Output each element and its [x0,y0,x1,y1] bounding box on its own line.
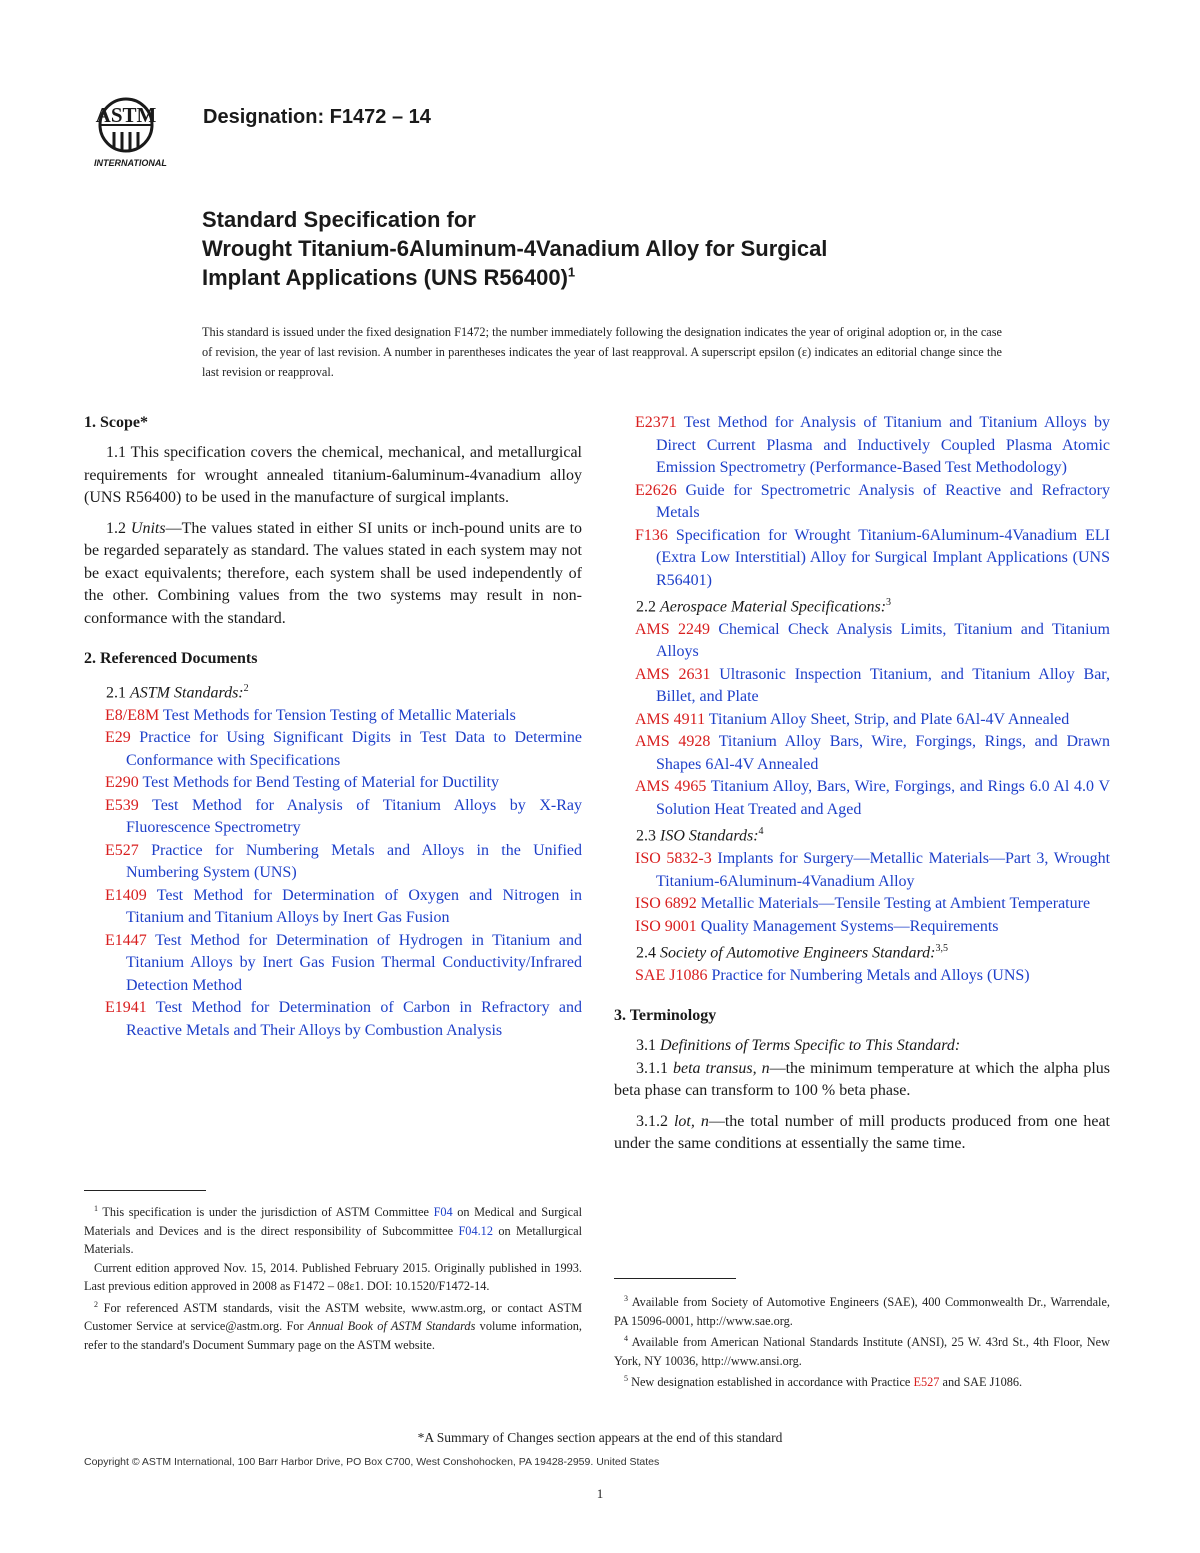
reference-title[interactable]: Ultrasonic Inspection Titanium, and Titanium Alloy Bar, Billet, and Plate [656,665,1110,706]
reference-item[interactable] [614,412,1110,480]
terminology-definitions-label: 3.1 Definitions of Terms Specific to This Standard: [636,1037,961,1055]
reference-code[interactable]: AMS 2631 [635,665,711,683]
subcommittee-link[interactable]: F04.12 [458,1223,493,1238]
reference-item[interactable] [84,727,582,772]
reference-item[interactable] [614,731,1110,776]
reference-item[interactable] [614,848,1110,893]
reference-title[interactable]: Test Methods for Bend Testing of Material for Ductility [138,774,499,792]
reference-title[interactable]: Specification for Wrought Titanium-6Aluminum-4Vanadium ELI (Extra Low Interstitial) Alloy for Surgical Implant Applications (UNS R56401) [656,526,1110,589]
reference-item[interactable] [84,705,582,728]
ams-refs-list [614,619,1110,822]
reference-title[interactable]: Test Methods for Tension Testing of Metallic Materials [159,706,516,724]
reference-code[interactable]: E1409 [105,886,147,904]
reference-title[interactable]: Titanium Alloy Bars, Wire, Forgings, Rings, and Drawn Shapes 6Al-4V Annealed [656,733,1110,773]
title-line-1: Standard Specification for [202,207,476,232]
ams-standards-label: 2.2 Aerospace Material Specifications:$^3$ [636,597,892,616]
reference-item[interactable] [614,709,1110,732]
copyright: Copyright © ASTM International, 100 Barr Harbor Drive, PO Box C700, West Conshohocken, PA 19428-2959. United States [84,1456,660,1468]
reference-item[interactable] [84,840,582,885]
footnote-2: $^2$ For referenced ASTM standards, visit the ASTM website, www.astm.org, or contact ASTM Customer Service at service@astm.org. For Annual Book of ASTM Standards volume information, refer to the standard's Document Summary page on the ASTM website. [84,1299,582,1352]
footnotes-left [84,1200,582,1354]
section-heading-scope: 1. Scope* [84,414,148,431]
reference-code[interactable]: ISO 5832-3 [635,850,712,868]
reference-code[interactable]: F136 [635,526,668,544]
footnote-1: $^1$ This specification is under the jurisdiction of ASTM Committee F04 on Medical and Surgical Materials and Devices and is the direct responsibility of Subcommittee F04.12 on Metallurgical Materials. [84,1204,582,1257]
document-title [202,205,1022,292]
sae-standards-label: 2.4 Society of Automotive Engineers Standard:$^{3,5}$ [636,943,948,962]
reference-item[interactable] [84,885,582,930]
reference-code[interactable]: AMS 4965 [635,778,707,796]
reference-item[interactable] [614,619,1110,664]
title-footnote-mark: 1 [567,264,576,280]
section-heading-terminology: 3. Terminology [614,1007,717,1025]
footnote-3: $^3$ Available from Society of Automotive Engineers (SAE), 400 Commonwealth Dr., Warrendale, PA 15096-0001, http://www.sae.org. [614,1294,1110,1328]
scope-p2-number: 1.2 [106,519,131,537]
reference-code[interactable]: E1941 [105,999,147,1017]
reference-item[interactable] [84,772,582,795]
footnote-rule-right [614,1278,736,1279]
reference-item[interactable] [84,930,582,998]
reference-item[interactable] [614,480,1110,525]
reference-code[interactable]: E290 [105,774,139,792]
reference-title[interactable]: Test Method for Analysis of Titanium Alloys by X-Ray Fluorescence Spectrometry [126,796,582,837]
e527-link[interactable]: E527 [913,1375,940,1390]
reference-item[interactable] [614,916,1110,939]
page-number: 1 [596,1486,604,1501]
reference-title[interactable]: Test Method for Determination of Hydrogen in Titanium and Titanium Alloys by Inert Gas Fusion Thermal Conductivity/Infrared Detection Method [126,931,582,994]
reference-code[interactable]: AMS 4928 [635,733,711,751]
reference-title[interactable]: Metallic Materials—Tensile Testing at Ambient Temperature [696,895,1091,913]
section-heading-referenced: 2. Referenced Documents [84,650,258,667]
reference-item[interactable] [614,664,1110,709]
reference-title[interactable]: Titanium Alloy, Bars, Wire, Forgings, and Rings 6.0 Al 4.0 V Solution Heat Treated and Aged [656,778,1111,818]
reference-item[interactable] [614,525,1110,593]
reference-code[interactable]: E1447 [105,931,147,949]
reference-title[interactable]: Guide for Spectrometric Analysis of Reactive and Refractory Metals [656,481,1110,521]
sae-refs-list [614,965,1110,988]
committee-link[interactable]: F04 [433,1205,453,1220]
reference-title[interactable]: Implants for Surgery—Metallic Materials—Part 3, Wrought Titanium-6Aluminum-4Vanadium Alloy [656,850,1111,890]
reference-code[interactable]: E2371 [635,414,677,431]
reference-title[interactable]: Quality Management Systems—Requirements [696,917,999,935]
reference-code[interactable]: E2626 [635,481,677,499]
reference-code[interactable]: E539 [105,796,139,814]
summary-of-changes-note: *A Summary of Changes section appears at the end of this standard [417,1430,783,1445]
left-column [84,412,582,1042]
reference-item[interactable] [84,997,582,1042]
reference-title[interactable]: Chemical Check Analysis Limits, Titanium and Titanium Alloys [656,620,1110,661]
right-column [614,412,1110,1164]
astm-standards-label: 2.1 ASTM Standards:$^2$ [106,683,249,702]
definition-beta-transus: 3.1.1 beta transus, n—the minimum temperature at which the alpha plus beta phase can transform to 100 % beta phase. [614,1059,1111,1100]
reference-item[interactable] [614,965,1110,988]
issue-note: This standard is issued under the fixed designation F1472; the number immediately following the designation indicates the year of original adoption or, in the case of revision, the year of last revision. A number in parentheses indicates the year of last reapproval. A superscript epsilon (ε) indicates an editorial change since the last revision or reapproval. [202,325,1002,379]
iso-refs-list [614,848,1110,938]
astm-logo [84,92,190,172]
title-line-3: Implant Applications (UNS R56400) [202,265,568,290]
scope-p2-text: —The values stated in either SI units or inch-pound units are to be regarded separately as standard. The values stated in each system may not be exact equivalents; therefore, each system shall be used independently of the other. Combining values from the two systems may result in non-conformance with the standard. [84,519,583,627]
reference-code[interactable]: E8/E8M [105,706,160,724]
reference-code[interactable]: E527 [105,841,139,859]
reference-item[interactable] [84,795,582,840]
footnote-1-edition: Current edition approved Nov. 15, 2014. Published February 2015. Originally published in 1993. Last previous edition approved in 2008 as F1472 – 08ε1. DOI: 10.1520/F1472-14. [84,1260,582,1294]
reference-code[interactable]: ISO 9001 [635,917,697,935]
reference-title[interactable]: Test Method for Determination of Carbon in Refractory and Reactive Metals and Their Alloys by Combustion Analysis [126,999,582,1039]
footnote-5: $^5$ New designation established in accordance with Practice E527 and SAE J1086. [624,1374,1023,1390]
astm-refs-list-left [84,705,582,1043]
reference-title[interactable]: Practice for Numbering Metals and Alloys in the Unified Numbering System (UNS) [126,841,582,882]
scope-p2-italic: Units [130,519,166,537]
iso-standards-label: 2.3 ISO Standards:$^4$ [636,826,764,845]
reference-title[interactable]: Test Method for Determination of Oxygen and Nitrogen in Titanium and Titanium Alloys by Inert Gas Fusion [126,886,582,927]
reference-title[interactable]: Test Method for Analysis of Titanium and Titanium Alloys by Direct Current Plasma and Inductively Coupled Plasma Atomic Emission Spectrometry (Performance-Based Test Methodology) [656,414,1110,476]
scope-paragraph-2 [84,518,582,631]
logo-top-text: ASTM [95,103,157,127]
footnotes-right [614,1290,1110,1392]
footnote-4: $^4$ Available from American National Standards Institute (ANSI), 25 W. 43rd St., 4th Floor, New York, NY 10036, http://www.ansi.org. [614,1334,1110,1368]
reference-code[interactable]: ISO 6892 [635,895,697,913]
reference-code[interactable]: SAE J1086 [635,966,708,984]
reference-item[interactable] [614,893,1110,916]
footnote-rule-left [84,1190,206,1191]
reference-title[interactable]: Titanium Alloy Sheet, Strip, and Plate 6Al-4V Annealed [705,710,1070,728]
logo-bottom-text: INTERNATIONAL [94,158,167,168]
designation [203,106,431,129]
reference-code[interactable]: E29 [105,729,131,747]
reference-code[interactable]: AMS 4911 [635,710,706,728]
reference-title[interactable]: Practice for Numbering Metals and Alloys (UNS) [707,966,1030,984]
designation-year: 14 [408,106,431,128]
designation-label: Designation: F1472 [203,106,387,128]
reference-title[interactable]: Practice for Using Significant Digits in Test Data to Determine Conformance with Specifications [126,729,582,769]
definition-lot: 3.1.2 lot, n—the total number of mill products produced from one heat under the same conditions at essentially the same time. [614,1112,1110,1153]
astm-refs-list-right [614,412,1110,592]
scope-paragraph-1: 1.1 This specification covers the chemical, mechanical, and metallurgical requirements for wrought annealed titanium-6aluminum-4vanadium alloy (UNS R56400) to be used in the manufacture of surgical implants. [84,444,582,506]
title-line-2: Wrought Titanium-6Aluminum-4Vanadium Alloy for Surgical [202,236,828,261]
designation-dash: – [386,106,409,128]
reference-code[interactable]: AMS 2249 [635,620,710,638]
reference-item[interactable] [614,776,1110,821]
